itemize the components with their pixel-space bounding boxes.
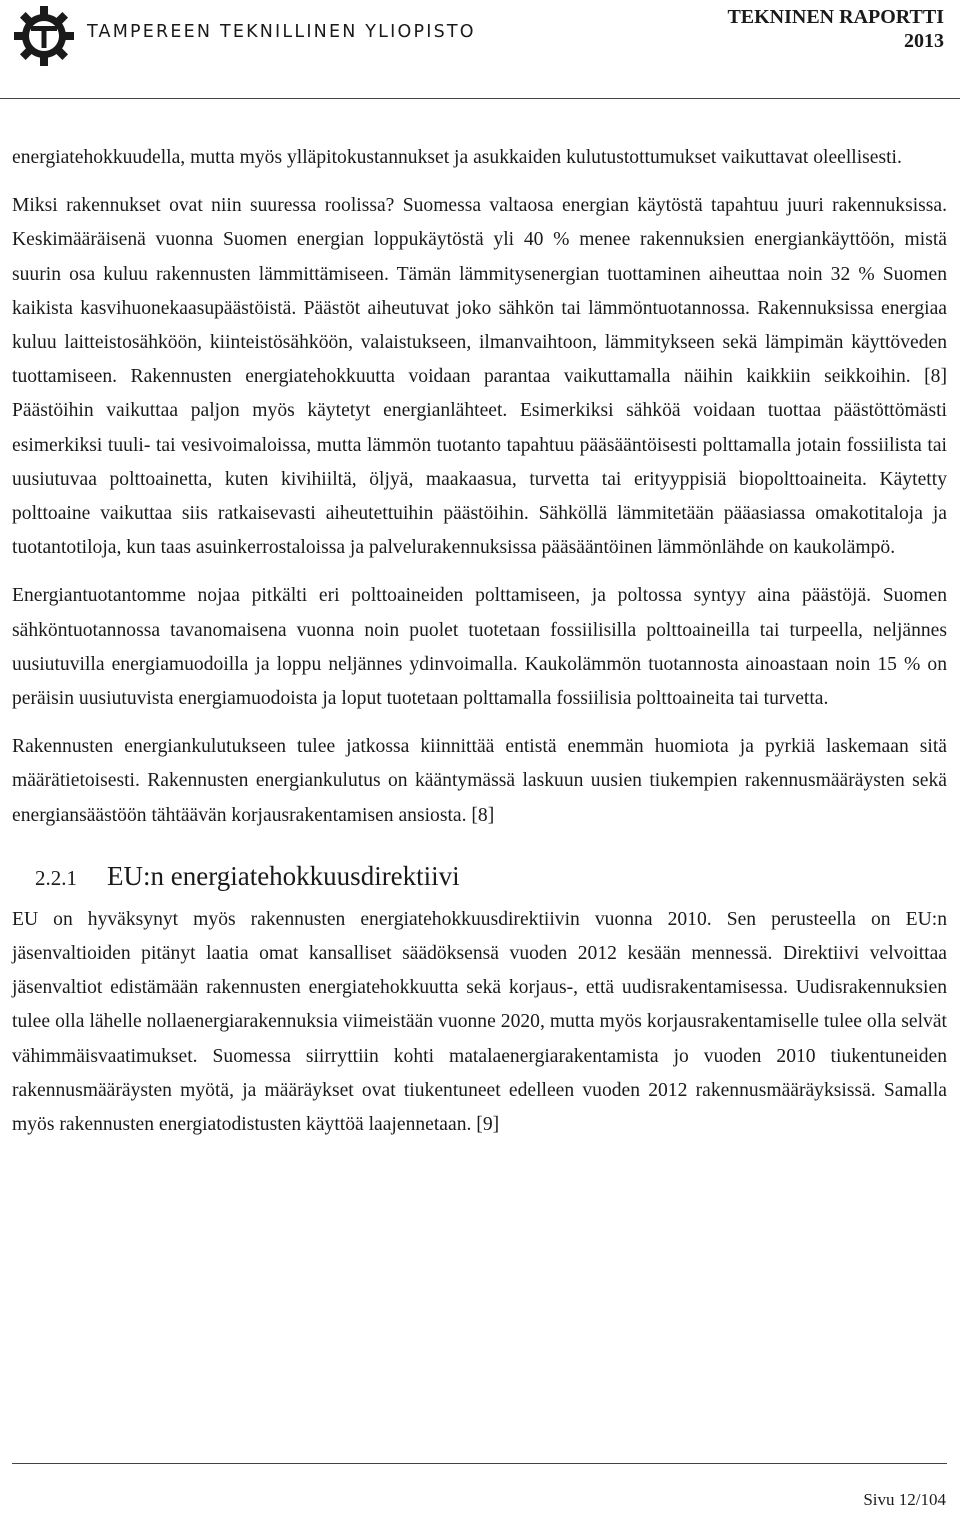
paragraph: Rakennusten energiankulutukseen tulee jatkossa kiinnittää entistä enemmän huomiota ja pyrkiä laskemaan sitä määrätietoisesti. Rakennusten energiankulutus on kääntymässä laskuun uusien tiukempien rakennusmääräysten sekä energiansäästöön tähtäävän korjausrakentamisen ansiosta. [8] — [12, 736, 947, 826]
section-title: EU:n energiatehokkuusdirektiivi — [107, 860, 460, 891]
university-name: TAMPEREEN TEKNILLINEN YLIOPISTO — [87, 22, 476, 42]
document-body — [12, 141, 947, 1142]
report-title: TEKNINEN RAPORTTI — [727, 6, 944, 28]
page-header — [0, 0, 960, 100]
section-number: 2.2.1 — [35, 865, 77, 890]
paragraph: EU on hyväksynyt myös rakennusten energiatehokkuusdirektiivin vuonna 2010. Sen perusteella on EU:n jäsenvaltioiden pitänyt laatia omat kansalliset säädöksensä vuoden 2012 kesään mennessä. Direktiivi velvoittaa jäsenvaltiot edistämään rakennusten energiatehokkuutta sekä korjaus-, että uudisrakentamisessa. Uudisrakennuksien tulee olla lähelle nollaenergiarakennuksia viimeistään vuonne 2020, mutta myös korjausrakentamiselle tulee olla selvät vähimmäisvaatimukset. Suomessa siirryttiin kohti matalaenergiarakentamista jo vuoden 2010 tiukentuneiden rakennusmääräysten myötä, ja määräykset ovat tiukentuneet edelleen vuoden 2012 rakennusmääräyksissä. Samalla myös rakennusten energiatodistusten käyttöä laajennetaan. [9] — [12, 908, 947, 1136]
section-heading — [12, 859, 947, 895]
page-number: Sivu 12/104 — [863, 1490, 946, 1509]
report-year: 2013 — [904, 30, 944, 52]
footer-divider — [12, 1463, 947, 1464]
paragraph: Miksi rakennukset ovat niin suuressa roolissa? Suomessa valtaosa energian käytöstä tapahtuu juuri rakennuksissa. Keskimääräisenä vuonna Suomen energian loppukäytöstä yli 40 % menee rakennuksien energiankäyttöön, mistä suurin osa kuluu rakennusten lämmittämiseen. Tämän lämmitysenergian tuottaminen aiheuttaa noin 32 % Suomen kaikista kasvihuonekaasupäästöistä. Päästöt aiheutuvat joko sähkön tai lämmöntuotannossa. Rakennuksissa energiaa kuluu laitteistosähköön, kiinteistösähköön, valaistukseen, ilmanvaihtoon, lämmitykseen sekä lämpimän käyttöveden tuottamiseen. Rakennusten energiatehokkuutta voidaan parantaa vaikuttamalla näihin kaikkiin seikkoihin. [8] Päästöihin vaikuttaa paljon myös käytetyt energianlähteet. Esimerkiksi sähköä voidaan tuottaa päästöttömästi esimerkiksi tuuli- tai vesivoimaloissa, mutta lämmön tuotanto tapahtuu pääsääntöisesti polttamalla jotain fossiilista tai uusiutuvaa polttoainetta, kuten kivihiiltä, öljyä, maakaasua, turvetta tai erityyppisiä biopolttoaineita. Käytetty polttoaine vaikuttaa siis ratkaisevasti aiheutettuihin päästöihin. Sähköllä lämmitetään pääasiassa omakotitaloja ja tuotantotiloja, kun taas asuinkerrostaloissa ja palvelurakennuksissa pääsääntöinen lämmönlähde on kaukolämpö. — [12, 195, 947, 559]
paragraph: energiatehokkuudella, mutta myös ylläpitokustannukset ja asukkaiden kulutustottumukset vaikuttavat oleellisesti. — [12, 147, 902, 168]
university-logo-icon — [12, 4, 76, 68]
header-divider — [0, 98, 960, 99]
paragraph: Energiantuotantomme nojaa pitkälti eri polttoaineiden polttamiseen, ja poltossa syntyy aina päästöjä. Suomen sähköntuotannossa tavanomaisena vuonna noin puolet tuotetaan fossiilisilla polttoaineilla tai turpeella, neljännes uusiutuvilla energiamuodoilla ja loppu neljännes ydinvoimalla. Kaukolämmön tuotannosta ainoastaan noin 15 % on peräisin uusiutuvista energiamuodoista ja loput tuotetaan polttamalla fossiilisia polttoaineita tai turvetta. — [12, 585, 947, 710]
